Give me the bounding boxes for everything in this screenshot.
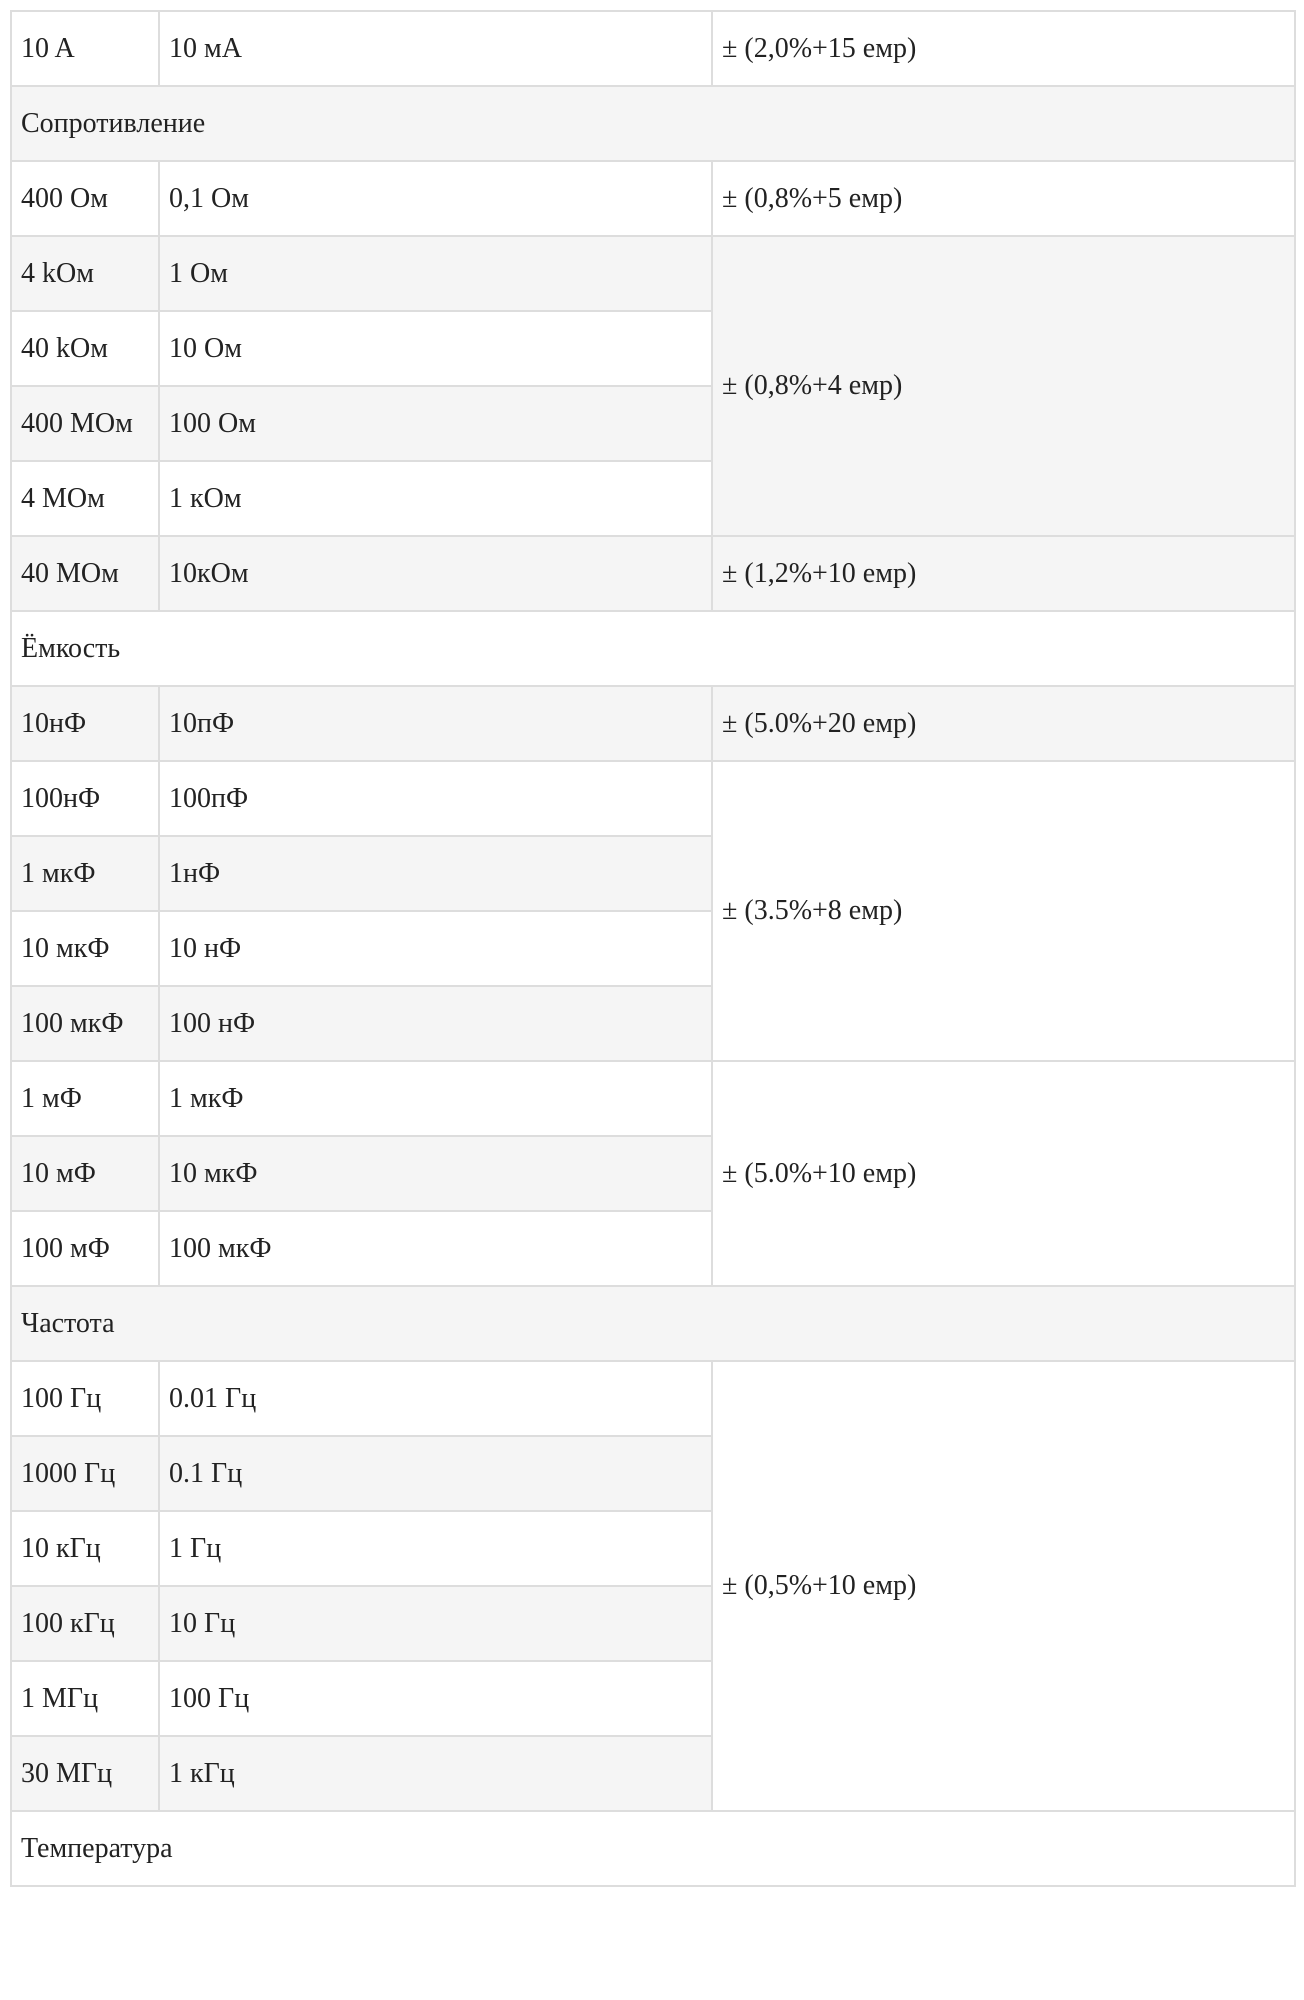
range-cell: 100 мкФ (11, 986, 159, 1061)
resolution-cell: 1нФ (159, 836, 712, 911)
range-cell: 1 мкФ (11, 836, 159, 911)
resolution-cell: 100 нФ (159, 986, 712, 1061)
section-header-row (11, 611, 1295, 686)
range-cell: 10нФ (11, 686, 159, 761)
range-cell: 100 кГц (11, 1586, 159, 1661)
resolution-cell: 100пФ (159, 761, 712, 836)
resolution-cell: 1 мкФ (159, 1061, 712, 1136)
accuracy-cell: ± (1,2%+10 емр) (712, 536, 1295, 611)
section-header-row (11, 1286, 1295, 1361)
range-cell: 40 МОм (11, 536, 159, 611)
accuracy-cell: ± (3.5%+8 емр) (712, 761, 1295, 1061)
range-cell: 100нФ (11, 761, 159, 836)
range-cell: 10 кГц (11, 1511, 159, 1586)
accuracy-cell: ± (5.0%+20 емр) (712, 686, 1295, 761)
resolution-cell: 100 мкФ (159, 1211, 712, 1286)
resolution-cell: 10пФ (159, 686, 712, 761)
section-title: Ёмкость (11, 611, 1295, 686)
range-cell: 400 Ом (11, 161, 159, 236)
accuracy-cell: ± (0,5%+10 емр) (712, 1361, 1295, 1811)
resolution-cell: 0.1 Гц (159, 1436, 712, 1511)
resolution-cell: 1 кГц (159, 1736, 712, 1811)
table-row (11, 1061, 1295, 1136)
section-header-row (11, 86, 1295, 161)
resolution-cell: 1 Ом (159, 236, 712, 311)
resolution-cell: 10кОм (159, 536, 712, 611)
range-cell: 100 мФ (11, 1211, 159, 1286)
range-cell: 10 мкФ (11, 911, 159, 986)
resolution-cell: 100 Гц (159, 1661, 712, 1736)
table-row (11, 686, 1295, 761)
table-row (11, 761, 1295, 836)
range-cell: 10 мФ (11, 1136, 159, 1211)
range-cell: 400 МОм (11, 386, 159, 461)
resolution-cell: 100 Ом (159, 386, 712, 461)
resolution-cell: 10 мА (159, 11, 712, 86)
table-row (11, 1361, 1295, 1436)
table-row (11, 11, 1295, 86)
table-row (11, 536, 1295, 611)
resolution-cell: 10 нФ (159, 911, 712, 986)
resolution-cell: 0,1 Ом (159, 161, 712, 236)
range-cell: 1000 Гц (11, 1436, 159, 1511)
accuracy-cell: ± (2,0%+15 емр) (712, 11, 1295, 86)
resolution-cell: 1 кОм (159, 461, 712, 536)
accuracy-cell: ± (0,8%+4 емр) (712, 236, 1295, 536)
range-cell: 4 kОм (11, 236, 159, 311)
section-title: Сопротивление (11, 86, 1295, 161)
resolution-cell: 10 Ом (159, 311, 712, 386)
range-cell: 40 kОм (11, 311, 159, 386)
table-row (11, 161, 1295, 236)
section-title: Частота (11, 1286, 1295, 1361)
range-cell: 30 МГц (11, 1736, 159, 1811)
section-title: Температура (11, 1811, 1295, 1886)
accuracy-cell: ± (5.0%+10 емр) (712, 1061, 1295, 1286)
accuracy-cell: ± (0,8%+5 емр) (712, 161, 1295, 236)
specification-table (10, 10, 1296, 1887)
section-header-row (11, 1811, 1295, 1886)
range-cell: 1 мФ (11, 1061, 159, 1136)
resolution-cell: 10 Гц (159, 1586, 712, 1661)
range-cell: 1 МГц (11, 1661, 159, 1736)
range-cell: 4 МОм (11, 461, 159, 536)
resolution-cell: 10 мкФ (159, 1136, 712, 1211)
range-cell: 100 Гц (11, 1361, 159, 1436)
resolution-cell: 0.01 Гц (159, 1361, 712, 1436)
resolution-cell: 1 Гц (159, 1511, 712, 1586)
table-row (11, 236, 1295, 311)
range-cell: 10 A (11, 11, 159, 86)
